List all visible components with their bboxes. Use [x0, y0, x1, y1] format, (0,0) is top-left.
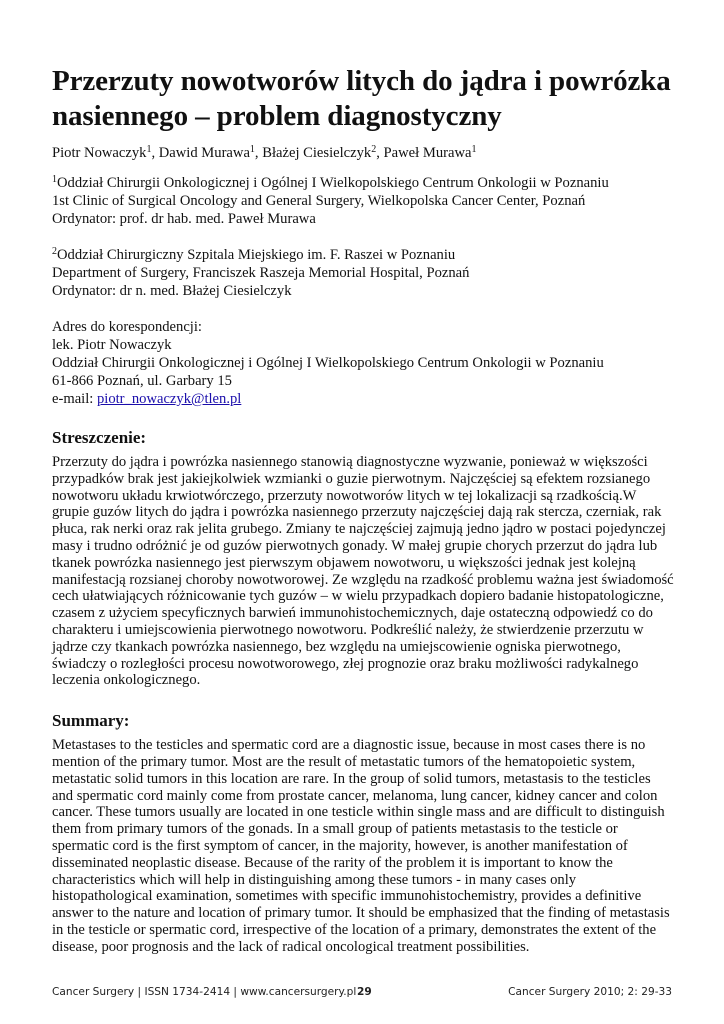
- author-name: Błażej Ciesielczyk: [262, 145, 372, 161]
- correspondence-name: lek. Piotr Nowaczyk: [52, 337, 172, 353]
- footer-citation: Cancer Surgery 2010; 2: 29-33: [508, 986, 672, 998]
- summary-text: Metastases to the testicles and spermatic cord are a diagnostic issue, because in most cases there is no mention of the primary tumor. Most are the result of metastatic tumors of the hematopoietic system, metastatic solid tumors in this location are rare. In the group of solid tumors, metastasis to the testicles and spermatic cord mainly come from prostate cancer, melanoma, lung cancer, kidney cancer and colon cancer. These tumors usually are located in one testicle within single mass and are difficult to distinguish them from primary tumors of the gonads. In a small group of patients metastasis to the testicle or spermatic cord is the first symptom of cancer, in the majority, however, is another manifestation of disseminated neoplastic disease. Because of the rarity of the problem it is important to know the characteristics which will help in distinguishing among these tumors - in many cases only histopathological examination, sometimes with specific immunohistochemistry, provides a definitive answer to the nature and location of primary tumor. It should be emphasized that the finding of metastasis in the testicle or spermatic cord, irrespective of the location of a primary, demonstrates the extent of the disease, poor prognosis and the lack of radical oncological treatment possibilities.: [52, 737, 670, 955]
- affiliation-head: Ordynator: dr n. med. Błażej Ciesielczyk: [52, 283, 292, 299]
- correspondence-address: 61-866 Poznań, ul. Garbary 15: [52, 373, 232, 389]
- author-affiliation-mark: 2: [371, 144, 377, 155]
- affiliation-line: Oddział Chirurgiczny Szpitala Miejskiego im. F. Raszei w Poznaniu: [57, 247, 456, 263]
- page-number: 29: [357, 986, 372, 998]
- affiliation-1: [52, 174, 674, 228]
- page-footer: [52, 986, 672, 1002]
- affiliation-line: Department of Surgery, Franciszek Raszeja Memorial Hospital, Poznań: [52, 265, 470, 281]
- streszczenie-text: Przerzuty do jądra i powrózka nasiennego stanowią diagnostyczne wyzwanie, ponieważ w większości przypadków brak jest jakiejkolwiek wzmianki o guzie pierwotnym. Najczęściej są efektem rozsianego nowotworu układu krwiotwórczego, przerzuty nowotworów litych w tej lokalizacji są rzadkością.W grupie guzów litych do jądra i powrózka nasiennego przerzuty najczęściej dają rak stercza, czerniak, rak płuca, rak nerki oraz rak jelita grubego. Zmiany te najczęściej zajmują jedno jądro w postaci pojedynczej masy i trudno odróżnić je od guzów pierwotnych gonady. W małej grupie chorych przerzut do jądra lub tkanek powrózka nasiennego jest pierwszym objawem nowotworu, u większości jednak jest kolejną manifestacją rozsianej choroby nowotworowej. Ze względu na rzadkość problemu ważna jest świadomość cech ułatwiających różnicowanie tych guzów – w wielu przypadkach dopiero badanie histopatologiczne, czasem z użyciem specyficznych barwień immunohistochemicznych, daje ostateczną odpowiedź co do charakteru i umiejscowienia pierwotnego nowotworu. Podkreślić należy, że stwierdzenie przerzutu w jądrze czy tkankach powrózka nasiennego, bez względu na umiejscowienie ogniska pierwotnego, świadczy o rozległości procesu nowotworowego, złej prognozie oraz braku możliwości radykalnego leczenia onkologicznego.: [52, 454, 674, 689]
- affiliation-number: 2: [52, 246, 57, 257]
- author-name: Dawid Murawa: [158, 145, 250, 161]
- author-list: Piotr Nowaczyk$^1$, Dawid Murawa$^1$, Błażej Ciesielczyk$^2$, Paweł Murawa$^1$: [52, 144, 477, 161]
- correspondence-block: [52, 318, 674, 408]
- correspondence-institution: Oddział Chirurgii Onkologicznej i Ogólnej I Wielkopolskiego Centrum Onkologii w Poznaniu: [52, 355, 604, 371]
- affiliation-line: Oddział Chirurgii Onkologicznej i Ogólnej I Wielkopolskiego Centrum Onkologii w Poznaniu: [57, 175, 609, 191]
- article: [52, 64, 674, 978]
- email-label: e-mail:: [52, 391, 97, 407]
- author-affiliation-mark: 1: [471, 144, 477, 155]
- affiliation-head: Ordynator: prof. dr hab. med. Paweł Murawa: [52, 211, 316, 227]
- affiliation-2: [52, 246, 674, 300]
- author-affiliation-mark: 1: [249, 144, 255, 155]
- streszczenie-heading: Streszczenie:: [52, 428, 147, 447]
- email-link[interactable]: piotr_nowaczyk@tlen.pl: [96, 391, 242, 407]
- affiliation-number: 1: [52, 174, 57, 185]
- footer-journal-info: Cancer Surgery | ISSN 1734-2414 | www.cancersurgery.pl: [52, 986, 357, 998]
- correspondence-heading: Adres do korespondencji:: [52, 319, 202, 335]
- author-name: Paweł Murawa: [383, 145, 472, 161]
- author-name: Piotr Nowaczyk: [52, 145, 147, 161]
- summary-heading: Summary:: [52, 711, 130, 731]
- author-affiliation-mark: 1: [146, 144, 152, 155]
- article-title: Przerzuty nowotworów litych do jądra i powrózka nasiennego – problem diagnostyczny: [52, 65, 671, 132]
- affiliation-line: 1st Clinic of Surgical Oncology and General Surgery, Wielkopolska Cancer Center, Poznań: [52, 193, 586, 209]
